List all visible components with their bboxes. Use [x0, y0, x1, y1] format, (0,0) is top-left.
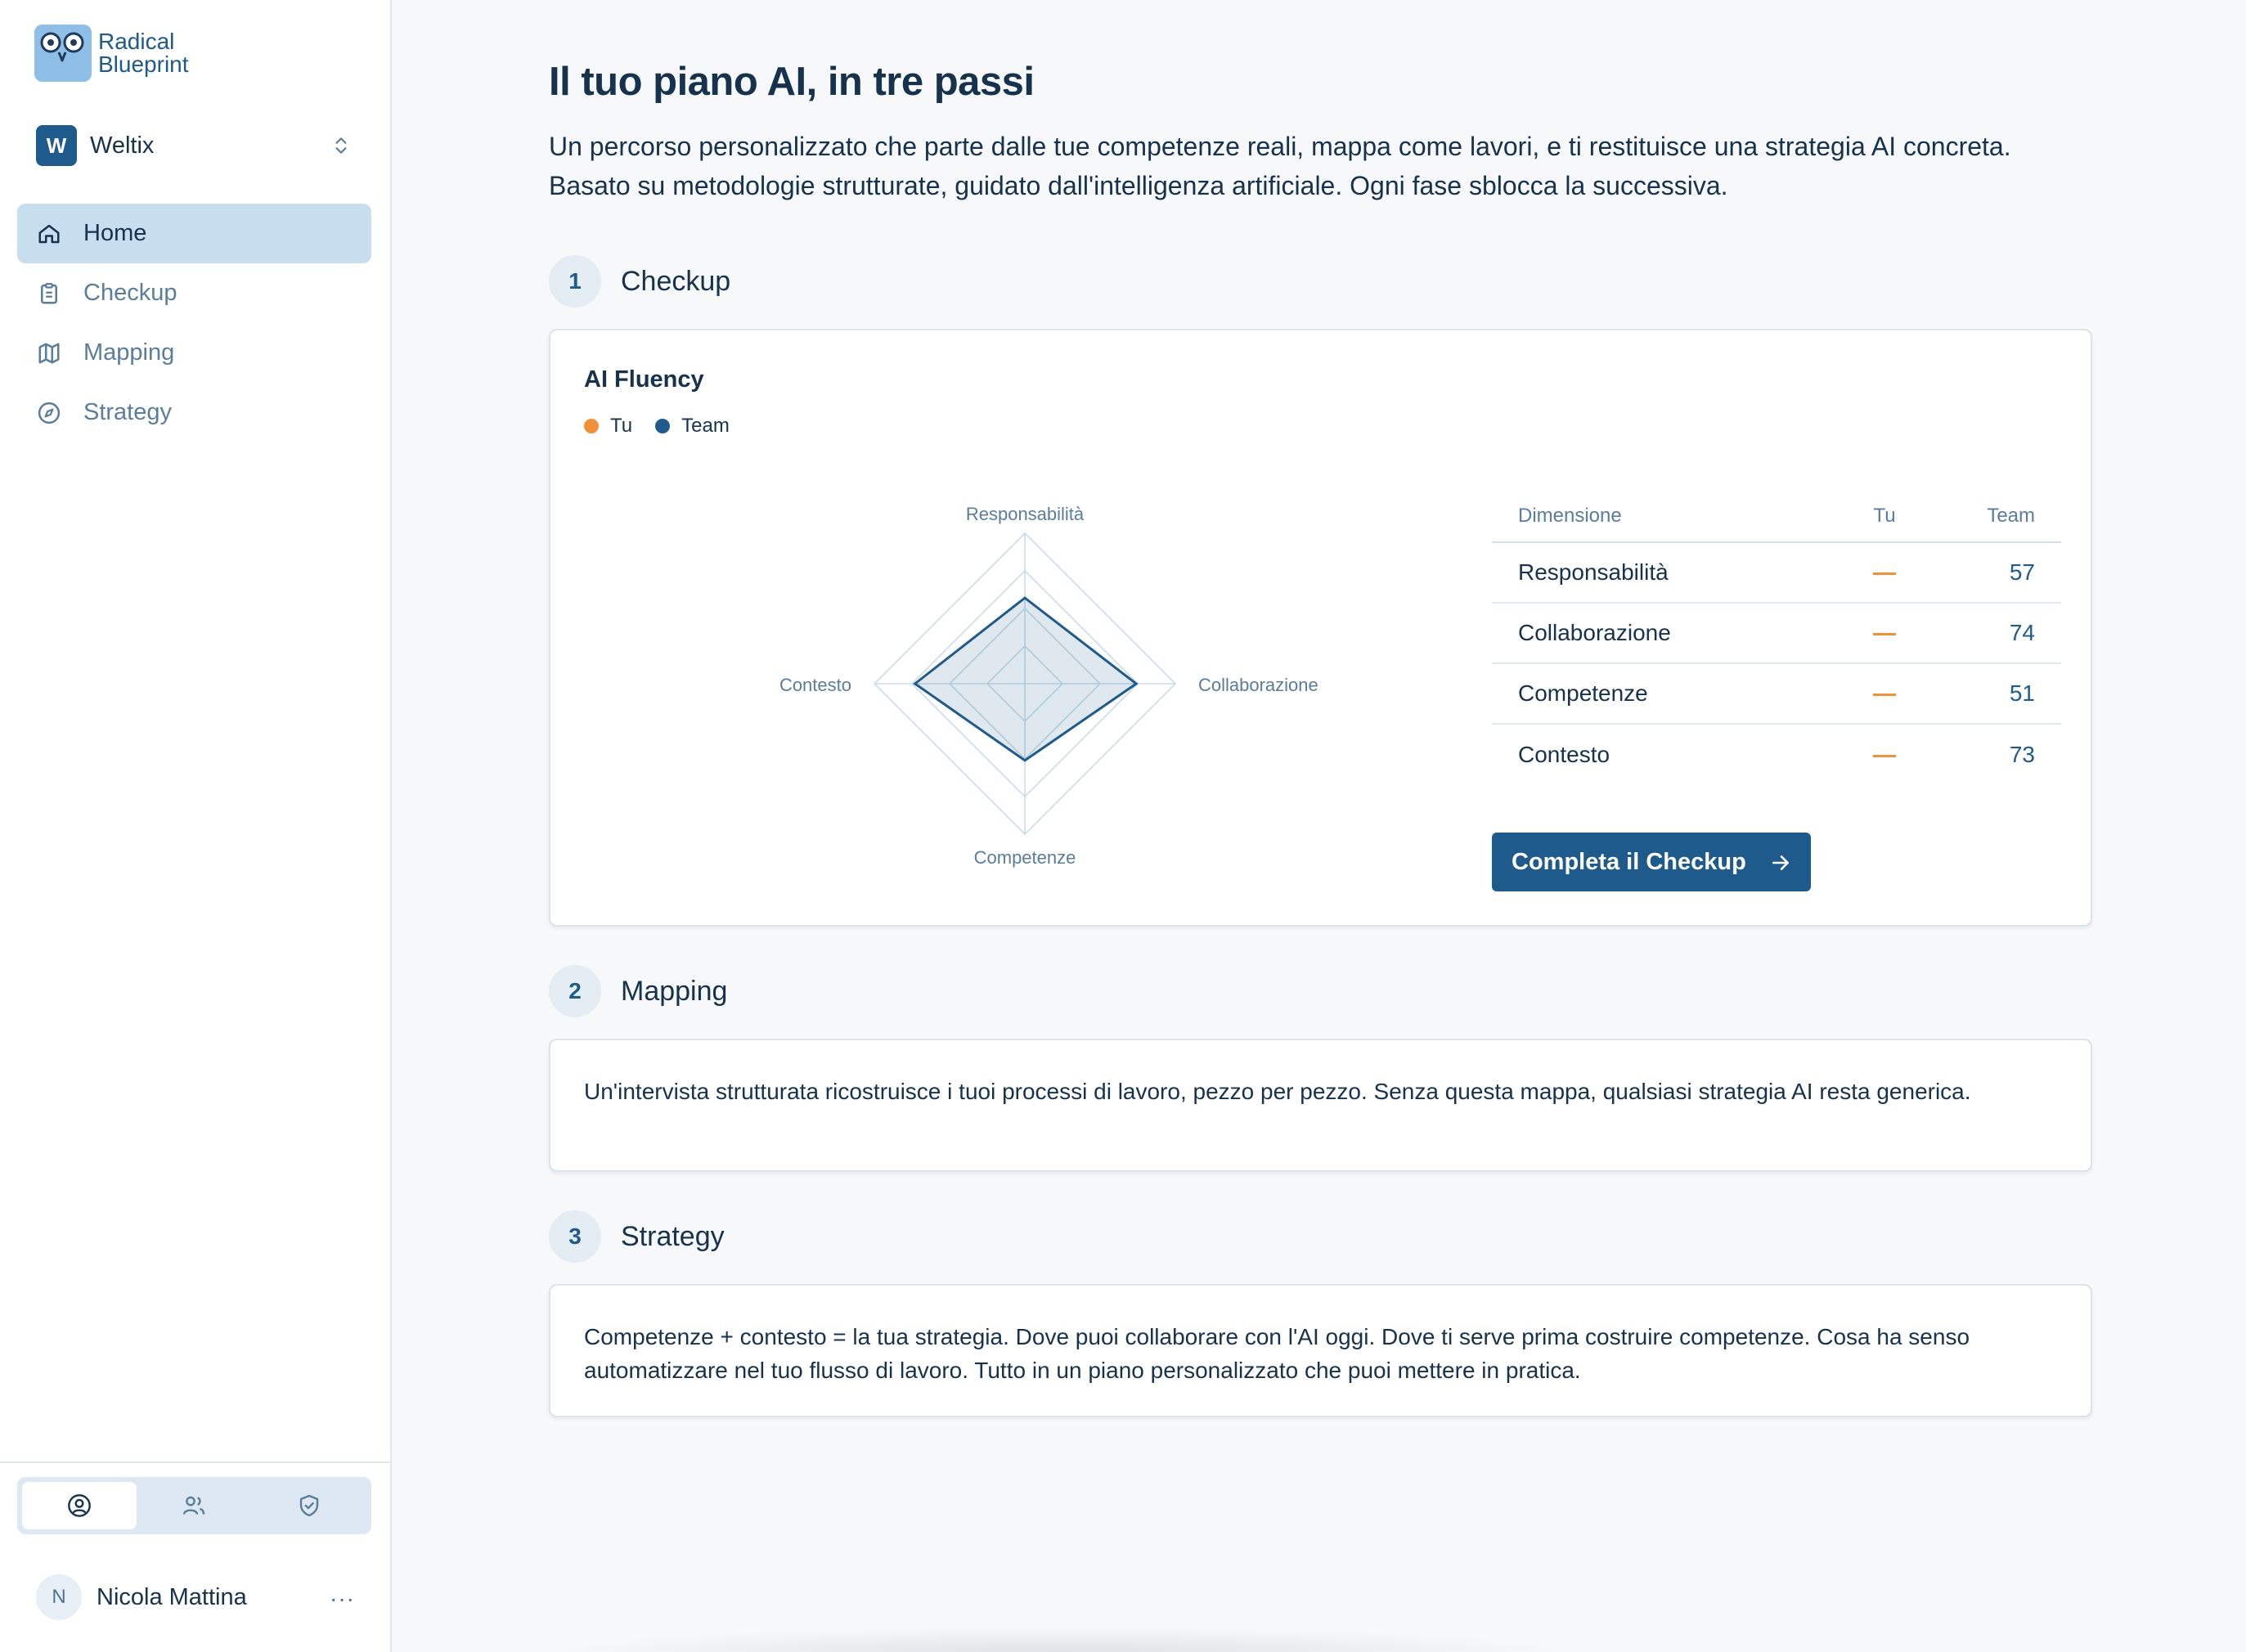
chart-legend [584, 415, 752, 438]
row-dimension: Competenze [1518, 680, 1648, 706]
radar-axis-label: Competenze [973, 847, 1076, 868]
brand-logo[interactable] [34, 25, 189, 82]
workspace-switcher[interactable] [36, 124, 352, 167]
table-header-row [1492, 491, 2061, 543]
legend-label: Team [681, 415, 730, 437]
sidebar-item-home[interactable] [17, 204, 371, 263]
clipboard-icon [37, 281, 61, 306]
complete-checkup-button[interactable] [1492, 833, 1811, 891]
step-number: 3 [549, 1210, 601, 1263]
workspace-name: Weltix [90, 132, 155, 159]
sidebar-nav [17, 204, 371, 442]
chevron-up-down-icon [330, 135, 352, 156]
dash-empty-value [1873, 755, 1896, 757]
home-icon [37, 222, 61, 246]
step-title: Checkup [621, 265, 731, 297]
row-dimension: Responsabilità [1518, 559, 1669, 585]
users-icon [181, 1493, 207, 1519]
brand-name [98, 30, 189, 76]
user-name: Nicola Mattina [97, 1583, 247, 1610]
header-team: Team [1987, 505, 2035, 527]
role-tab-admin[interactable] [252, 1482, 366, 1529]
table-row [1492, 725, 2061, 785]
row-tu-value [1852, 680, 1917, 707]
header-tu: Tu [1873, 505, 1896, 527]
role-tab-team[interactable] [137, 1482, 251, 1529]
sidebar-item-checkup[interactable] [17, 263, 371, 323]
brand-name-line2: Blueprint [98, 52, 189, 77]
row-team-value: 73 [2009, 742, 2035, 767]
row-tu-value [1852, 620, 1917, 646]
row-tu-value [1852, 559, 1917, 586]
sidebar-item-label: Strategy [83, 399, 172, 425]
radar-axis-label: Responsabilità [965, 504, 1085, 524]
button-label: Completa il Checkup [1512, 848, 1746, 875]
shield-check-icon [296, 1493, 322, 1519]
row-dimension: Collaborazione [1518, 620, 1671, 645]
owl-logo-icon [34, 25, 92, 82]
step-header-strategy [549, 1210, 725, 1263]
brand-name-line1: Radical [98, 29, 175, 54]
row-team-value: 74 [2009, 620, 2035, 645]
radar-series-team [915, 598, 1136, 761]
legend-swatch-team [655, 419, 670, 433]
row-team-value: 57 [2009, 559, 2035, 585]
row-dimension: Contesto [1518, 742, 1610, 767]
step-number: 1 [549, 255, 601, 308]
dimension-table [1492, 491, 2061, 785]
sidebar-divider [0, 1461, 392, 1463]
radar-chart [755, 487, 1318, 880]
legend-label: Tu [610, 415, 633, 437]
sidebar-item-strategy[interactable] [17, 383, 371, 442]
row-tu-value [1852, 742, 1917, 768]
dash-empty-value [1873, 572, 1896, 575]
dash-empty-value [1873, 633, 1896, 635]
strategy-description: Competenze + contesto = la tua strategia. Dove puoi collaborare con l'AI oggi. Dove ti serve prima costruire competenze. Cosa ha senso automatizzare nel tuo flusso di lavoro. Tutto in un piano personalizzato che puoi mettere in pratica. [584, 1324, 1970, 1383]
step-number: 2 [549, 965, 601, 1017]
user-profile[interactable] [36, 1574, 355, 1620]
arrow-right-icon [1770, 852, 1791, 873]
sidebar-item-label: Home [83, 220, 147, 246]
workspace-badge: W [36, 125, 77, 166]
sidebar-item-label: Checkup [83, 280, 177, 306]
role-switcher [17, 1477, 371, 1534]
more-options-icon[interactable]: ··· [330, 1586, 355, 1611]
step-title: Strategy [621, 1220, 725, 1252]
step-header-checkup [549, 255, 730, 308]
page-title: Il tuo piano AI, in tre passi [549, 60, 1035, 104]
map-icon [37, 341, 61, 366]
step-header-mapping [549, 965, 727, 1017]
sidebar-item-label: Mapping [83, 339, 175, 366]
dash-empty-value [1873, 694, 1896, 696]
scroll-shadow [549, 1627, 1571, 1652]
mapping-description: Un'intervista strutturata ricostruisce i tuoi processi di lavoro, pezzo per pezzo. Senza questa mappa, qualsiasi strategia AI resta generica. [584, 1079, 1971, 1104]
avatar: N [36, 1574, 82, 1620]
legend-swatch-tu [584, 419, 599, 433]
chart-title: AI Fluency [584, 366, 704, 393]
role-tab-personal[interactable] [22, 1482, 137, 1529]
row-team-value: 51 [2009, 680, 2035, 706]
table-row [1492, 543, 2061, 604]
strategy-card [549, 1284, 2092, 1417]
table-row [1492, 604, 2061, 664]
legend-item-tu [584, 415, 632, 438]
legend-item-team [655, 415, 730, 438]
radar-axis-label: Collaborazione [1198, 675, 1318, 695]
compass-icon [37, 401, 61, 425]
user-circle-icon [66, 1493, 92, 1519]
header-dimension: Dimensione [1518, 505, 1622, 527]
checkup-card [549, 329, 2092, 927]
radar-axis-label: Contesto [779, 675, 851, 695]
page-intro: Un percorso personalizzato che parte dalle tue competenze reali, mappa come lavori, e ti restituisce una strategia AI concreta. Basato su metodologie strutturate, guidato dall'intelligenza artificiale. Ogni fase sblocca la successiva. [549, 132, 2011, 200]
sidebar [0, 0, 392, 1652]
mapping-card [549, 1039, 2092, 1172]
sidebar-item-mapping[interactable] [17, 323, 371, 383]
step-title: Mapping [621, 975, 728, 1007]
table-row [1492, 664, 2061, 725]
